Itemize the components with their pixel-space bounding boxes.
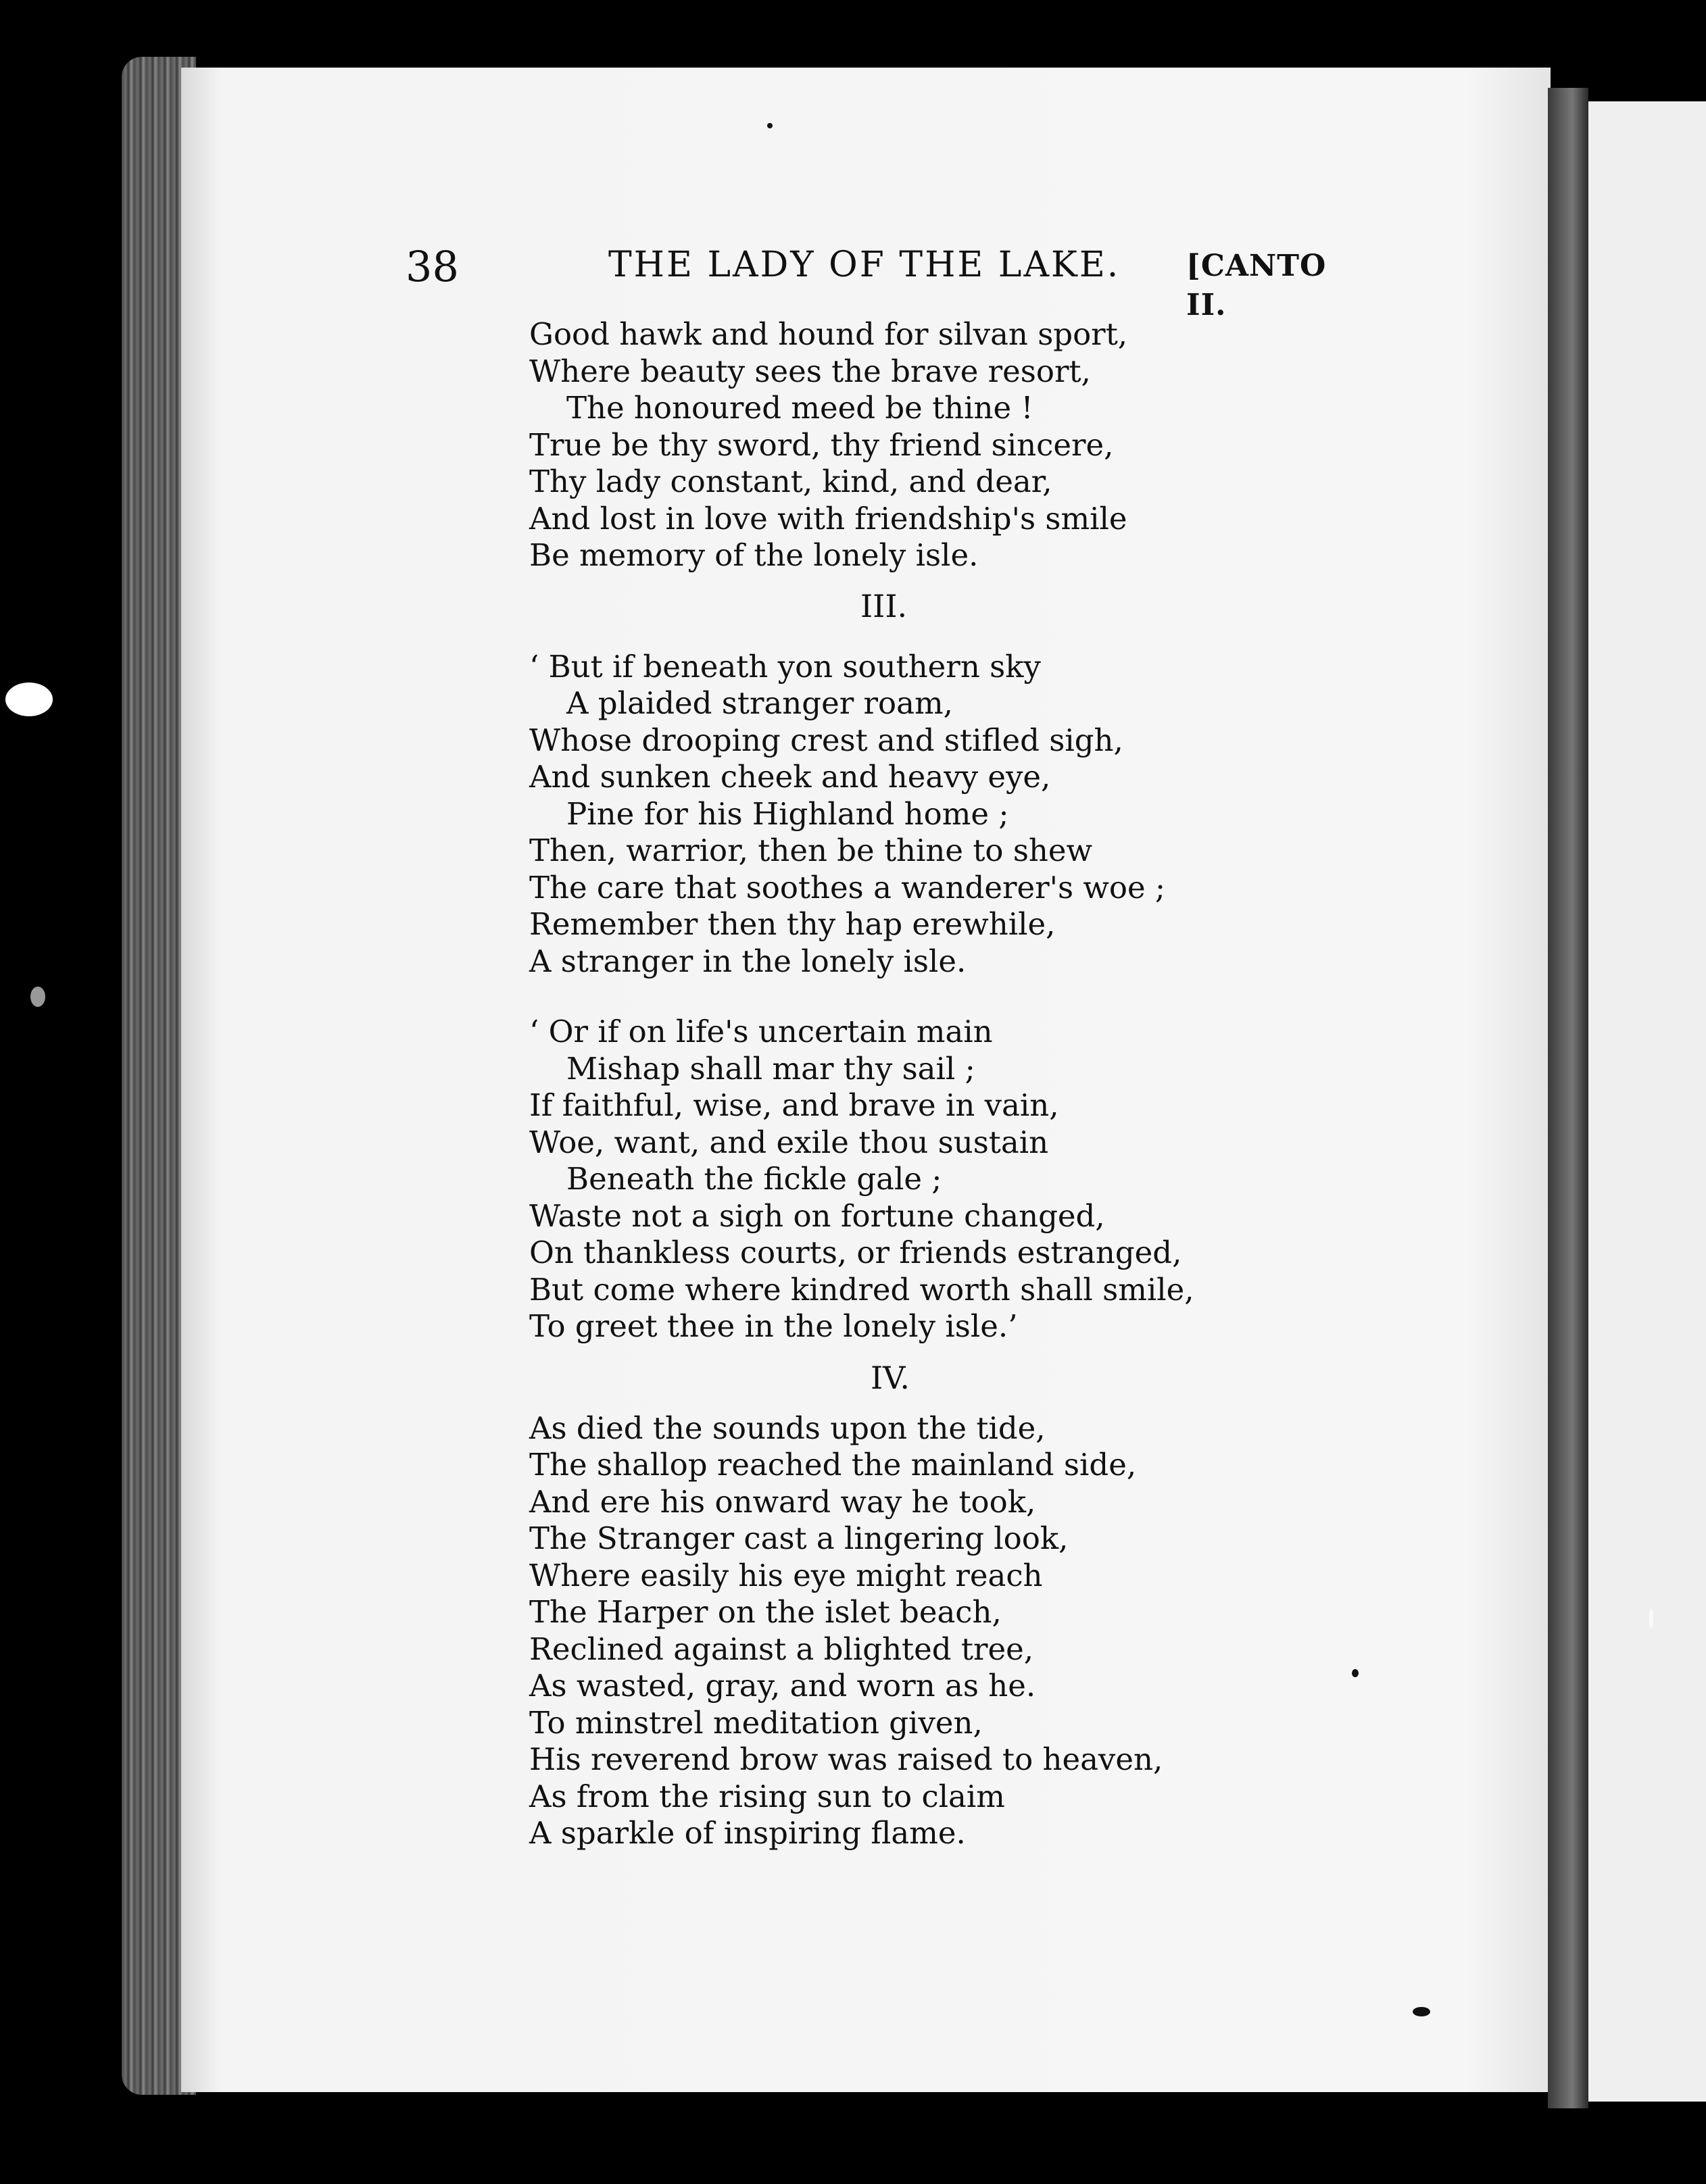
verse-line: Good hawk and hound for silvan sport, xyxy=(529,316,1128,352)
verse-line: Reclined against a blighted tree, xyxy=(529,1631,1034,1667)
verse-line: A sparkle of inspiring flame. xyxy=(529,1815,966,1851)
verse-line: Pine for his Highland home ; xyxy=(566,795,1009,832)
ink-speck xyxy=(767,123,773,128)
verse-line: The care that soothes a wanderer's woe ; xyxy=(529,869,1166,905)
verse-line: As from the rising sun to claim xyxy=(529,1778,1005,1814)
page-number: 38 xyxy=(406,242,459,291)
page-header xyxy=(406,242,1365,322)
verse-line: Beneath the fickle gale ; xyxy=(566,1161,942,1197)
verse-line: The Stranger cast a lingering look, xyxy=(529,1520,1069,1556)
dust-speck xyxy=(30,987,45,1007)
verse-line: Thy lady constant, kind, and dear, xyxy=(529,464,1052,499)
verse-line: If faithful, wise, and brave in vain, xyxy=(529,1087,1059,1123)
verse-line: ‘ Or if on life's uncertain main xyxy=(529,1014,993,1049)
canto-label xyxy=(1186,245,1365,323)
verse-line: True be thy sword, thy friend sincere, xyxy=(529,426,1114,463)
running-title: THE LADY OF THE LAKE. xyxy=(608,245,1121,285)
verse-line: Remember then thy hap erewhile, xyxy=(529,906,1056,942)
verse-line: Where beauty sees the brave resort, xyxy=(529,353,1091,389)
verse-line: Whose drooping crest and stifled sigh, xyxy=(529,722,1123,758)
stanza-gap xyxy=(529,980,1421,1014)
section-heading-iii: III. xyxy=(860,587,908,624)
verse-line: ‘ But if beneath yon southern sky xyxy=(529,648,1041,685)
verse-line: The shallop reached the mainland side, xyxy=(529,1447,1137,1483)
verse-line: Mishap shall mar thy sail ; xyxy=(566,1050,975,1087)
dust-speck xyxy=(1649,1608,1653,1629)
verse-line: And lost in love with friendship's smile xyxy=(529,500,1127,537)
verse-line: To greet thee in the lonely isle.’ xyxy=(529,1308,1018,1344)
verse-line: To minstrel meditation given, xyxy=(529,1704,983,1741)
verse-line: The honoured meed be thine ! xyxy=(566,390,1033,426)
gutter-shadow xyxy=(1548,88,1588,2108)
dust-speck xyxy=(5,682,53,716)
verse-line: Waste not a sigh on fortune changed, xyxy=(529,1197,1105,1234)
verse-line: As died the sounds upon the tide, xyxy=(529,1410,1046,1446)
verse-line: And sunken cheek and heavy eye, xyxy=(529,759,1051,795)
canto-label-text: [CANTO II. xyxy=(1186,249,1327,322)
verse-line: Then, warrior, then be thine to shew xyxy=(529,833,1093,868)
verse-line: And ere his onward way he took, xyxy=(529,1483,1036,1520)
facing-page-edge xyxy=(1588,101,1706,2102)
verse-line: Be memory of the lonely isle. xyxy=(529,537,979,573)
poem-text xyxy=(529,316,1421,1852)
verse-line: Woe, want, and exile thou sustain xyxy=(529,1124,1049,1160)
ink-speck xyxy=(1352,1669,1359,1677)
verse-line: A plaided stranger roam, xyxy=(566,685,953,721)
verse-line: But come where kindred worth shall smile, xyxy=(529,1271,1194,1308)
ink-speck xyxy=(1413,2007,1430,2016)
verse-line: A stranger in the lonely isle. xyxy=(529,943,967,979)
verse-line: His reverend brow was raised to heaven, xyxy=(529,1741,1163,1777)
section-heading-iv: IV. xyxy=(871,1359,910,1396)
verse-line: As wasted, gray, and worn as he. xyxy=(529,1668,1036,1704)
verse-line: On thankless courts, or friends estranged, xyxy=(529,1235,1182,1270)
verse-line: The Harper on the islet beach, xyxy=(529,1594,1002,1630)
verse-line: Where easily his eye might reach xyxy=(529,1557,1043,1593)
